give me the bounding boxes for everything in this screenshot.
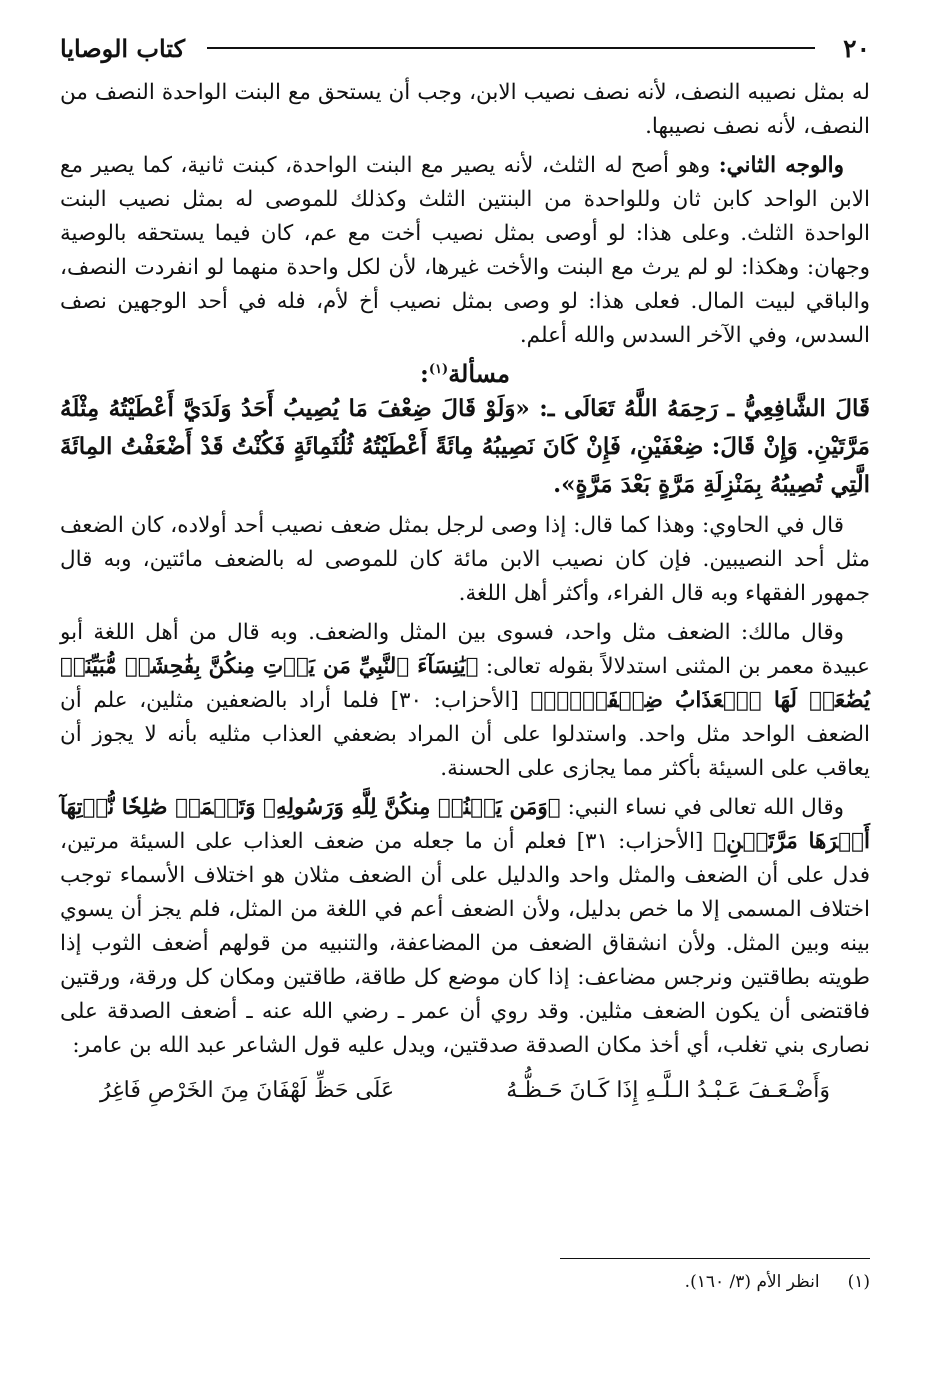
paragraph-5-text-b: [الأحزاب: ٣١] فعلم أن ما جعله من ضعف العذاب على السيئة مرتين، فدل على أن الضعف والمثل واحد والدليل على أن الضعف مثلان هو اختلاف الأسماء توجب اختلاف المسمى إلا ما خص بدليل، ولأن الضعف أعم في اللغة من المثل، فلم يجز أن يسوي بينه وبين المثل. ولأن انشقاق الضعف من المضاعفة، والتنبيه من قولهم أضعف الثوب إذا طويته بطاقتين ونرجس مضاعف: إذا كان موضع كل طاقة، طاقتين ومكان كل ورقة، ورقتين فاقتضى أن يكون الضعف مثلين. وقد روي أن عمر ـ رضي الله عنه ـ أضعف الصدقة على نصارى بني تغلب، أي أخذ مكان الصدقة صدقتين، ويدل عليه قول الشاعر عبد الله بن عامر: — [60, 829, 870, 1058]
footnote-1 — [560, 1269, 870, 1295]
section-heading-colon: : — [420, 359, 429, 388]
paragraph-4-text-b: [الأحزاب: ٣٠] فلما أراد بالضعفين مثلين، علم أن الضعف الواحد مثل واحد. واستدلوا على أن المراد بضعفي العذاب مثليه بأنه لا يجوز أن يعاقب على السيئة بأكثر مما يجازى على الحسنة. — [60, 688, 870, 781]
paragraph-2-text: وهو أصح له الثلث، لأنه يصير مع البنت الواحدة، كبنت ثانية، كما يصير مع الابن الواحد كابن ثان وللواحدة من البنتين الثلث وكذلك للموصى له بمثل نصيب البنت الواحدة الثلث. وعلى هذا: لو أوصى بمثل نصيب أخت مع عم، كان فيما يستحقه بالوصية وجهان: وهكذا: لو لم يرث مع البنت والأخت غيرها، لأن لكل واحدة منهما لو انفردت النصف، والباقي لبيت المال. فعلى هذا: لو وصى بمثل نصيب أخ لأم، فله في أحد الوجهين نصف السدس، وفي الآخر السدس والله أعلم. — [60, 153, 870, 348]
section-heading-text: مسألة — [448, 359, 510, 388]
paragraph-5 — [60, 791, 870, 1063]
footnote-rule — [560, 1258, 870, 1259]
paragraph-4 — [60, 616, 870, 786]
quran-verse-2: ﴿وَمَن يَقۡنُتۡ مِنكُنَّ لِلَّهِ وَرَسُولِهِۦ وَتَعۡمَلۡ صَٰلِحٗا نُّؤۡتِهَآ أَجۡرَهَا مَرَّتَيۡنِ﴾ — [60, 795, 871, 854]
shafii-quote: قَالَ الشَّافِعِيُّ ـ رَحِمَهُ اللَّهُ تَعَالَى ـ: «وَلَوْ قَالَ ضِعْفَ مَا يُصِيبُ أَحَدُ وَلَدَيَّ أَعْطَيْتُهُ مِثْلَهُ مَرَّتَيْنِ. وَإِنْ قَالَ: ضِعْفَيْنِ، فَإِنْ كَانَ نَصِيبُهُ مِائَةً أَعْطَيْتُهُ ثُلُثَمِائَةٍ فَكُنْتُ قَدْ أَضْعَفْتُ المِائَةَ الَّتِي تُصِيبُهُ بِمَنْزِلَةِ مَرَّةٍ بَعْدَ مَرَّةٍ». — [60, 395, 870, 498]
footnote-mark: (١) — [847, 1272, 870, 1292]
running-title: كتاب الوصايا — [60, 33, 185, 63]
body-text — [60, 76, 870, 1109]
footnotes — [560, 1258, 870, 1295]
paragraph-4-text-a: وقال مالك: الضعف مثل واحد، فسوى بين المثل والضعف. وبه قال من أهل اللغة أبو عبيدة معمر بن المثنى استدلالاً بقوله تعالى: — [60, 620, 871, 679]
poem-second-hemistich: عَلَى حَظِّ لَهْفَانَ مِنَ الخَرْصِ فَاغِرُ — [100, 1078, 395, 1103]
footnote-ref[interactable]: (١) — [428, 362, 449, 377]
poem-line — [100, 1073, 830, 1109]
page-number: ٢٠ — [843, 33, 870, 63]
quran-verse-1: ﴿يَٰنِسَآءَ ٱلنَّبِيِّ مَن يَأۡتِ مِنكُنَّ بِفَٰحِشَةٖ مُّبَيِّنَةٖ يُضَٰعَفۡ لَهَا ٱلۡعَذَابُ ضِعۡفَيۡنِۚ﴾ — [60, 654, 870, 713]
paragraph-5-text-a: وقال الله تعالى في نساء النبي: — [560, 795, 845, 820]
section-heading — [60, 359, 870, 388]
paragraph-3: قال في الحاوي: وهذا كما قال: إذا وصى لرجل بمثل ضعف نصيب أحد أولاده، كان الضعف مثل أحد النصيبين. فإن كان نصيب الابن مائة كان للموصى له بالضعف مائتين، وبه قال جمهور الفقهاء وبه قال الفراء، وأكثر أهل اللغة. — [60, 513, 870, 606]
paragraph-1: له بمثل نصيبه النصف، لأنه نصف نصيب الابن، وجب أن يستحق مع البنت الواحدة النصف من النصف، لأنه نصف نصيبها. — [60, 80, 870, 139]
footnote-text: انظر الأم (٣/ ١٦٠). — [684, 1272, 820, 1292]
header-rule — [207, 47, 815, 49]
page — [60, 28, 870, 1109]
page-header — [60, 28, 870, 68]
paragraph-2-lead: والوجه الثاني: — [718, 153, 844, 178]
paragraph-2 — [60, 149, 870, 353]
poem-first-hemistich: وَأَضْـعَـفَ عَـبْـدُ الـلَّـهِ إِذَا كَـانَ حَـظُّـهُ — [506, 1078, 830, 1103]
